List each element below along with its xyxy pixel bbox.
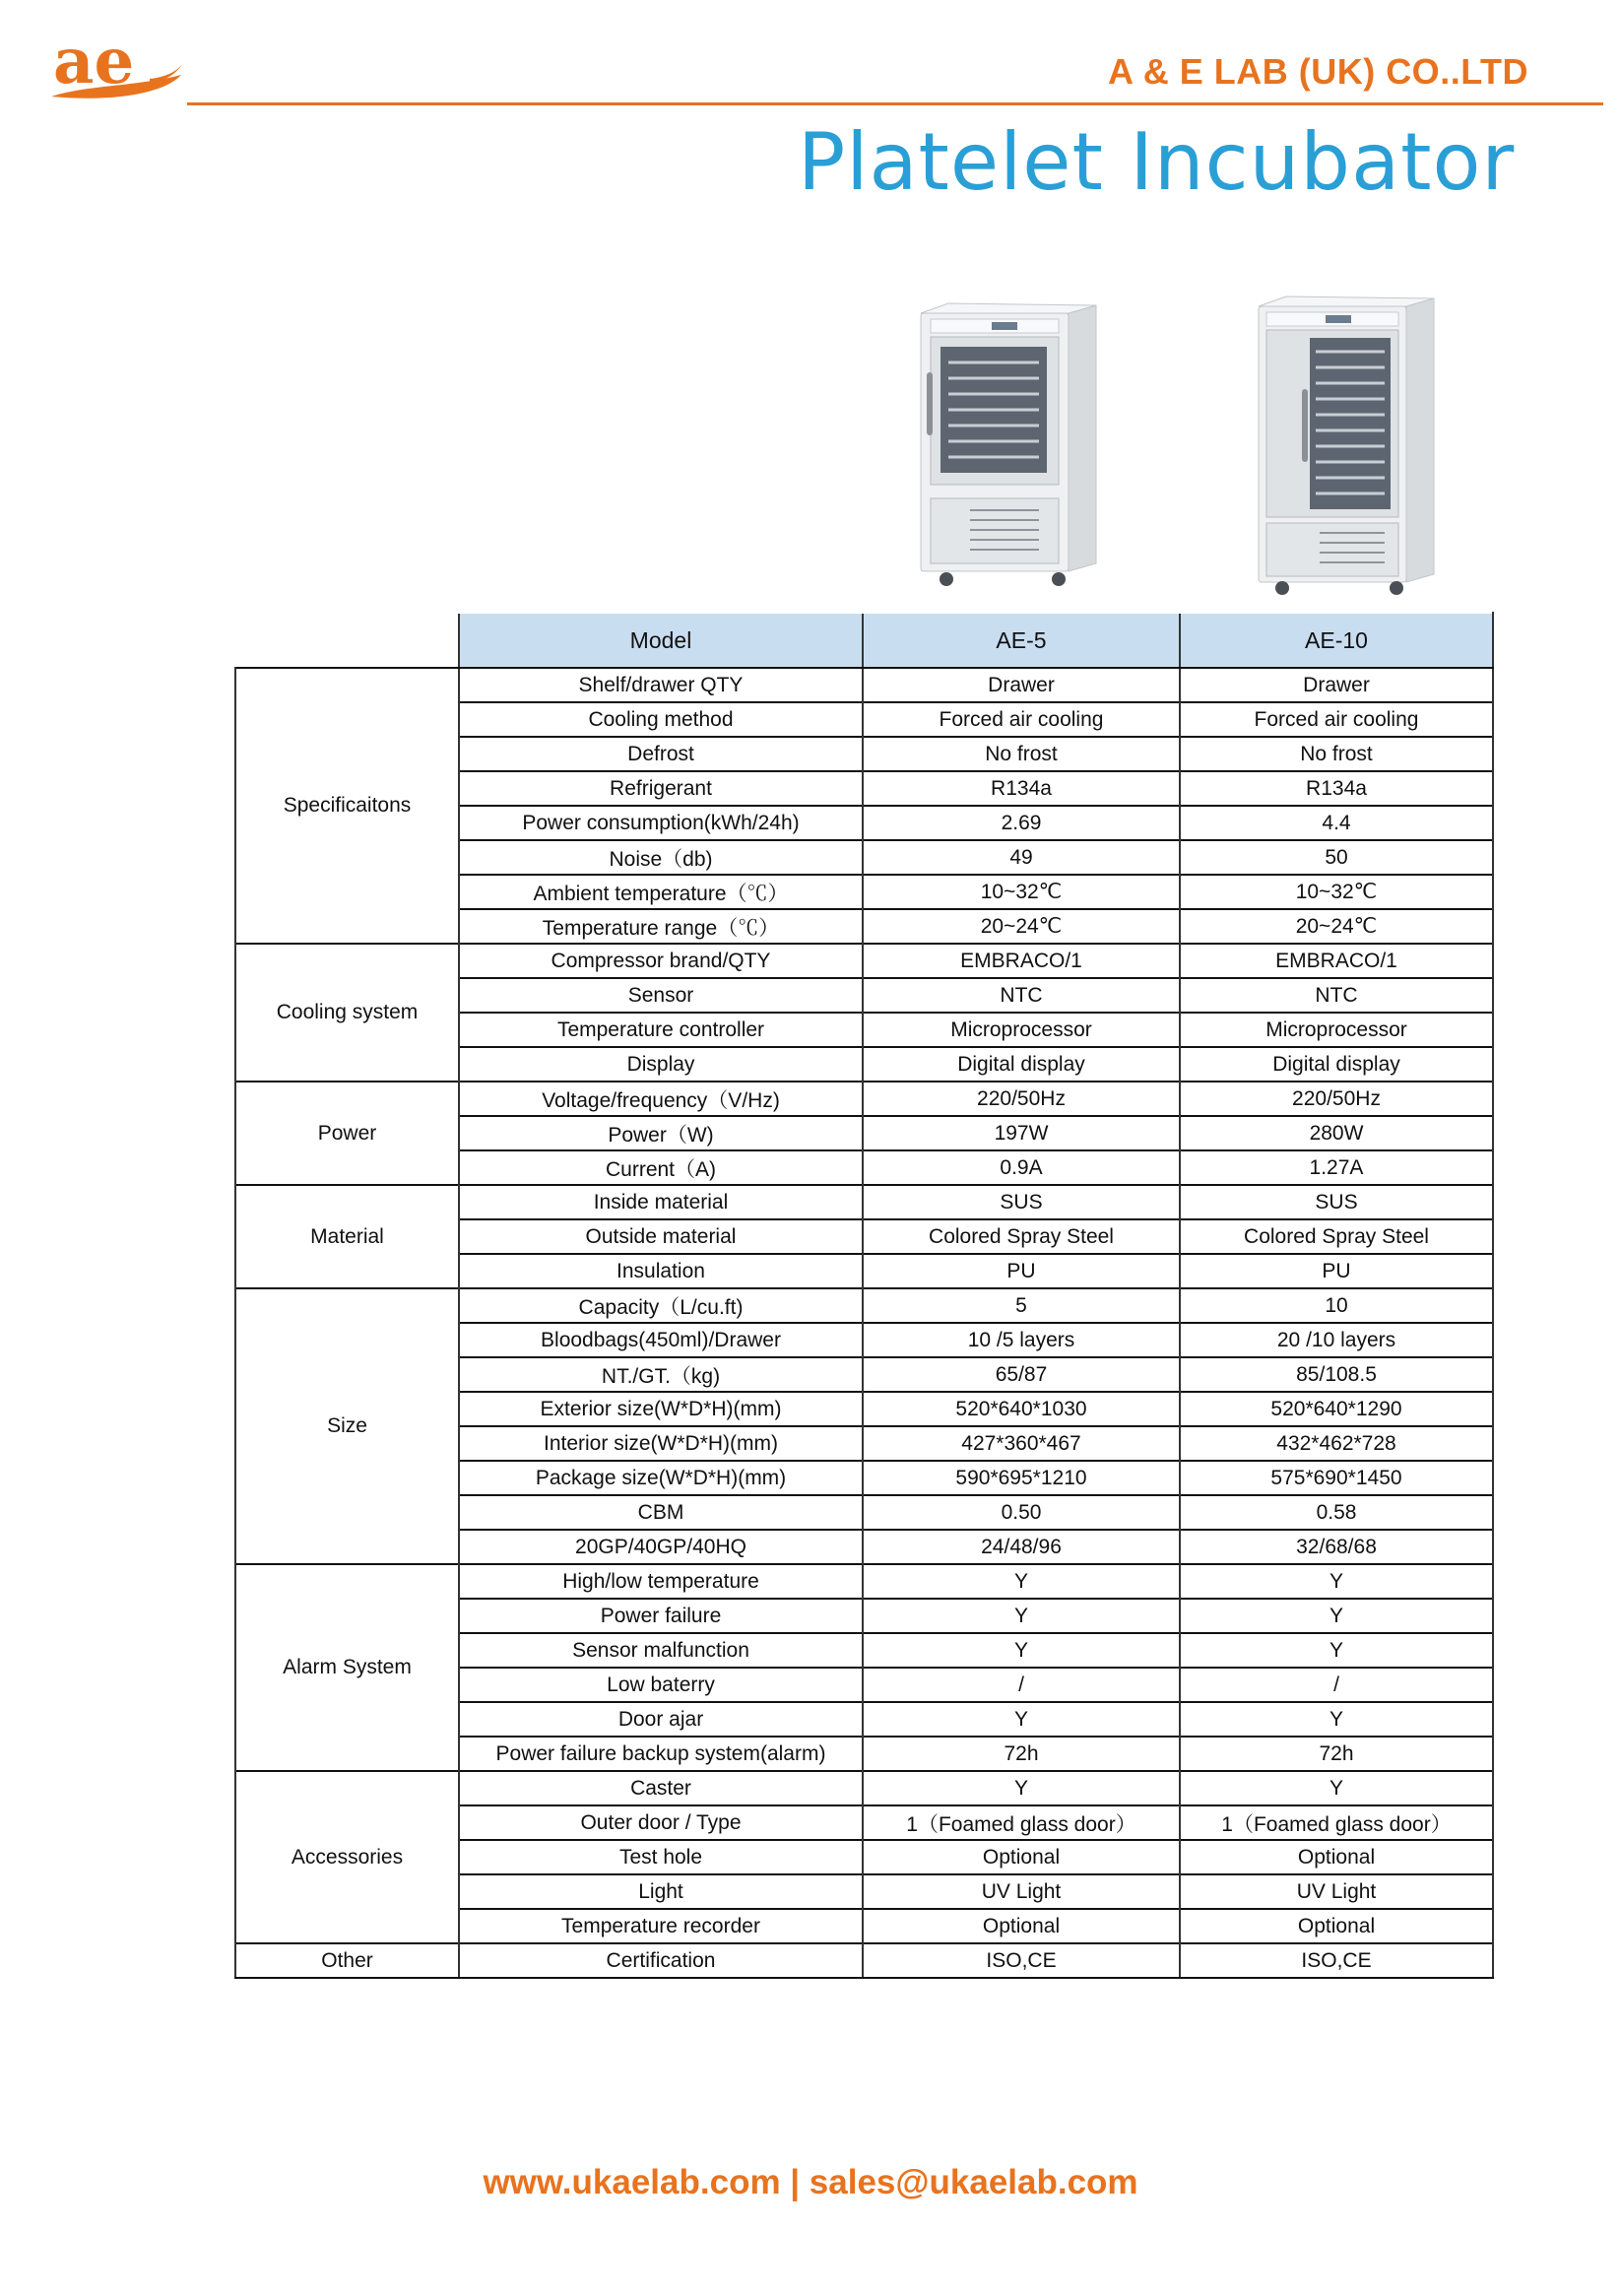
ae10-value: Y	[1180, 1564, 1493, 1599]
item-label: NT./GT.（kg)	[459, 1357, 863, 1392]
ae5-value: 10 /5 layers	[863, 1323, 1180, 1357]
ae10-value: No frost	[1180, 737, 1493, 771]
ae10-value: 10	[1180, 1288, 1493, 1323]
ae5-value: EMBRACO/1	[863, 944, 1180, 978]
table-header-blank	[235, 613, 459, 668]
ae10-value: 0.58	[1180, 1495, 1493, 1530]
ae10-value: 20~24℃	[1180, 909, 1493, 944]
ae10-value: Microprocessor	[1180, 1013, 1493, 1047]
header-model: Model	[459, 613, 863, 668]
ae10-value: EMBRACO/1	[1180, 944, 1493, 978]
platelet-incubator-ae10-image	[1251, 291, 1444, 598]
item-label: Light	[459, 1874, 863, 1909]
ae10-value: Y	[1180, 1771, 1493, 1805]
item-label: Temperature recorder	[459, 1909, 863, 1943]
ae10-value: /	[1180, 1668, 1493, 1702]
ae5-value: Colored Spray Steel	[863, 1219, 1180, 1254]
ae10-value: Digital display	[1180, 1047, 1493, 1082]
item-label: Certification	[459, 1943, 863, 1978]
item-label: Power（W)	[459, 1116, 863, 1150]
item-label: Noise（db)	[459, 840, 863, 875]
item-label: Defrost	[459, 737, 863, 771]
company-logo	[47, 28, 185, 106]
ae5-value: Y	[863, 1771, 1180, 1805]
ae5-value: Microprocessor	[863, 1013, 1180, 1047]
table-row	[235, 1771, 1493, 1805]
ae5-value: Y	[863, 1564, 1180, 1599]
ae5-value: SUS	[863, 1185, 1180, 1219]
ae5-value: Optional	[863, 1840, 1180, 1874]
ae5-value: 49	[863, 840, 1180, 875]
ae10-value: SUS	[1180, 1185, 1493, 1219]
item-label: Sensor malfunction	[459, 1633, 863, 1668]
group-label: Alarm System	[235, 1564, 459, 1771]
item-label: Capacity（L/cu.ft)	[459, 1288, 863, 1323]
item-label: Package size(W*D*H)(mm)	[459, 1461, 863, 1495]
item-label: Outside material	[459, 1219, 863, 1254]
ae5-value: 24/48/96	[863, 1530, 1180, 1564]
ae10-value: 280W	[1180, 1116, 1493, 1150]
ae5-value: 590*695*1210	[863, 1461, 1180, 1495]
ae10-value: 32/68/68	[1180, 1530, 1493, 1564]
ae5-value: /	[863, 1668, 1180, 1702]
ae10-value: 520*640*1290	[1180, 1392, 1493, 1426]
ae10-value: 575*690*1450	[1180, 1461, 1493, 1495]
ae10-value: Optional	[1180, 1840, 1493, 1874]
table-row	[235, 1288, 1493, 1323]
ae5-value: 1（Foamed glass door）	[863, 1805, 1180, 1840]
ae10-value: 432*462*728	[1180, 1426, 1493, 1461]
group-label: Specificaitons	[235, 668, 459, 944]
table-row	[235, 1564, 1493, 1599]
page-title: Platelet Incubator	[798, 116, 1516, 208]
item-label: Inside material	[459, 1185, 863, 1219]
ae5-value: 520*640*1030	[863, 1392, 1180, 1426]
ae10-value: Y	[1180, 1599, 1493, 1633]
ae5-value: ISO,CE	[863, 1943, 1180, 1978]
table-row	[235, 1185, 1493, 1219]
item-label: High/low temperature	[459, 1564, 863, 1599]
item-label: Interior size(W*D*H)(mm)	[459, 1426, 863, 1461]
group-label: Other	[235, 1943, 459, 1978]
ae10-value: UV Light	[1180, 1874, 1493, 1909]
ae10-value: 220/50Hz	[1180, 1082, 1493, 1116]
ae10-value: PU	[1180, 1254, 1493, 1288]
spec-table	[234, 612, 1494, 1979]
ae5-value: PU	[863, 1254, 1180, 1288]
ae5-value: 427*360*467	[863, 1426, 1180, 1461]
item-label: Power consumption(kWh/24h)	[459, 806, 863, 840]
table-row	[235, 668, 1493, 702]
ae5-value: 197W	[863, 1116, 1180, 1150]
group-label: Material	[235, 1185, 459, 1288]
item-label: Insulation	[459, 1254, 863, 1288]
ae5-value: Y	[863, 1599, 1180, 1633]
ae5-value: 2.69	[863, 806, 1180, 840]
item-label: Temperature controller	[459, 1013, 863, 1047]
item-label: Shelf/drawer QTY	[459, 668, 863, 702]
ae5-value: NTC	[863, 978, 1180, 1013]
item-label: Compressor brand/QTY	[459, 944, 863, 978]
item-label: Voltage/frequency（V/Hz)	[459, 1082, 863, 1116]
ae5-value: Y	[863, 1702, 1180, 1737]
item-label: Power failure	[459, 1599, 863, 1633]
ae5-value: Drawer	[863, 668, 1180, 702]
ae5-value: 5	[863, 1288, 1180, 1323]
ae5-value: 65/87	[863, 1357, 1180, 1392]
ae5-value: UV Light	[863, 1874, 1180, 1909]
item-label: Caster	[459, 1771, 863, 1805]
table-header-row	[235, 613, 1493, 668]
ae10-value: Y	[1180, 1702, 1493, 1737]
platelet-incubator-ae5-image	[911, 295, 1108, 591]
ae10-value: Y	[1180, 1633, 1493, 1668]
header-ae5: AE-5	[863, 613, 1180, 668]
ae10-value: NTC	[1180, 978, 1493, 1013]
group-label: Cooling system	[235, 944, 459, 1082]
ae5-value: 20~24℃	[863, 909, 1180, 944]
ae5-value: Digital display	[863, 1047, 1180, 1082]
header-ae10: AE-10	[1180, 613, 1493, 668]
item-label: Power failure backup system(alarm)	[459, 1737, 863, 1771]
ae10-value: 1.27A	[1180, 1150, 1493, 1185]
table-row	[235, 1943, 1493, 1978]
ae5-value: 0.9A	[863, 1150, 1180, 1185]
item-label: Sensor	[459, 978, 863, 1013]
ae10-value: Colored Spray Steel	[1180, 1219, 1493, 1254]
ae5-value: Forced air cooling	[863, 702, 1180, 737]
ae5-value: Optional	[863, 1909, 1180, 1943]
table-row	[235, 944, 1493, 978]
ae10-value: Forced air cooling	[1180, 702, 1493, 737]
item-label: Display	[459, 1047, 863, 1082]
item-label: Current（A)	[459, 1150, 863, 1185]
ae10-value: Optional	[1180, 1909, 1493, 1943]
ae5-value: Y	[863, 1633, 1180, 1668]
ae10-value: 72h	[1180, 1737, 1493, 1771]
ae5-value: 72h	[863, 1737, 1180, 1771]
group-label: Size	[235, 1288, 459, 1564]
ae10-value: Drawer	[1180, 668, 1493, 702]
item-label: Exterior size(W*D*H)(mm)	[459, 1392, 863, 1426]
item-label: Low baterry	[459, 1668, 863, 1702]
ae5-value: 10~32℃	[863, 875, 1180, 909]
group-label: Power	[235, 1082, 459, 1185]
item-label: Bloodbags(450ml)/Drawer	[459, 1323, 863, 1357]
company-name: A & E LAB (UK) CO..LTD	[1108, 51, 1528, 92]
item-label: Refrigerant	[459, 771, 863, 806]
table-row	[235, 1082, 1493, 1116]
ae10-value: R134a	[1180, 771, 1493, 806]
item-label: 20GP/40GP/40HQ	[459, 1530, 863, 1564]
item-label: Outer door / Type	[459, 1805, 863, 1840]
ae10-value: ISO,CE	[1180, 1943, 1493, 1978]
item-label: CBM	[459, 1495, 863, 1530]
ae5-value: No frost	[863, 737, 1180, 771]
ae10-value: 50	[1180, 840, 1493, 875]
footer-contact: www.ukaelab.com | sales@ukaelab.com	[483, 2163, 1138, 2201]
ae5-value: R134a	[863, 771, 1180, 806]
svg-text:ae: ae	[53, 28, 135, 98]
item-label: Door ajar	[459, 1702, 863, 1737]
ae10-value: 10~32℃	[1180, 875, 1493, 909]
header-divider	[187, 102, 1603, 105]
ae5-value: 0.50	[863, 1495, 1180, 1530]
item-label: Temperature range（℃）	[459, 909, 863, 944]
item-label: Cooling method	[459, 702, 863, 737]
ae10-value: 4.4	[1180, 806, 1493, 840]
ae10-value: 85/108.5	[1180, 1357, 1493, 1392]
ae10-value: 20 /10 layers	[1180, 1323, 1493, 1357]
group-label: Accessories	[235, 1771, 459, 1943]
item-label: Test hole	[459, 1840, 863, 1874]
ae10-value: 1（Foamed glass door）	[1180, 1805, 1493, 1840]
ae5-value: 220/50Hz	[863, 1082, 1180, 1116]
item-label: Ambient temperature（℃）	[459, 875, 863, 909]
